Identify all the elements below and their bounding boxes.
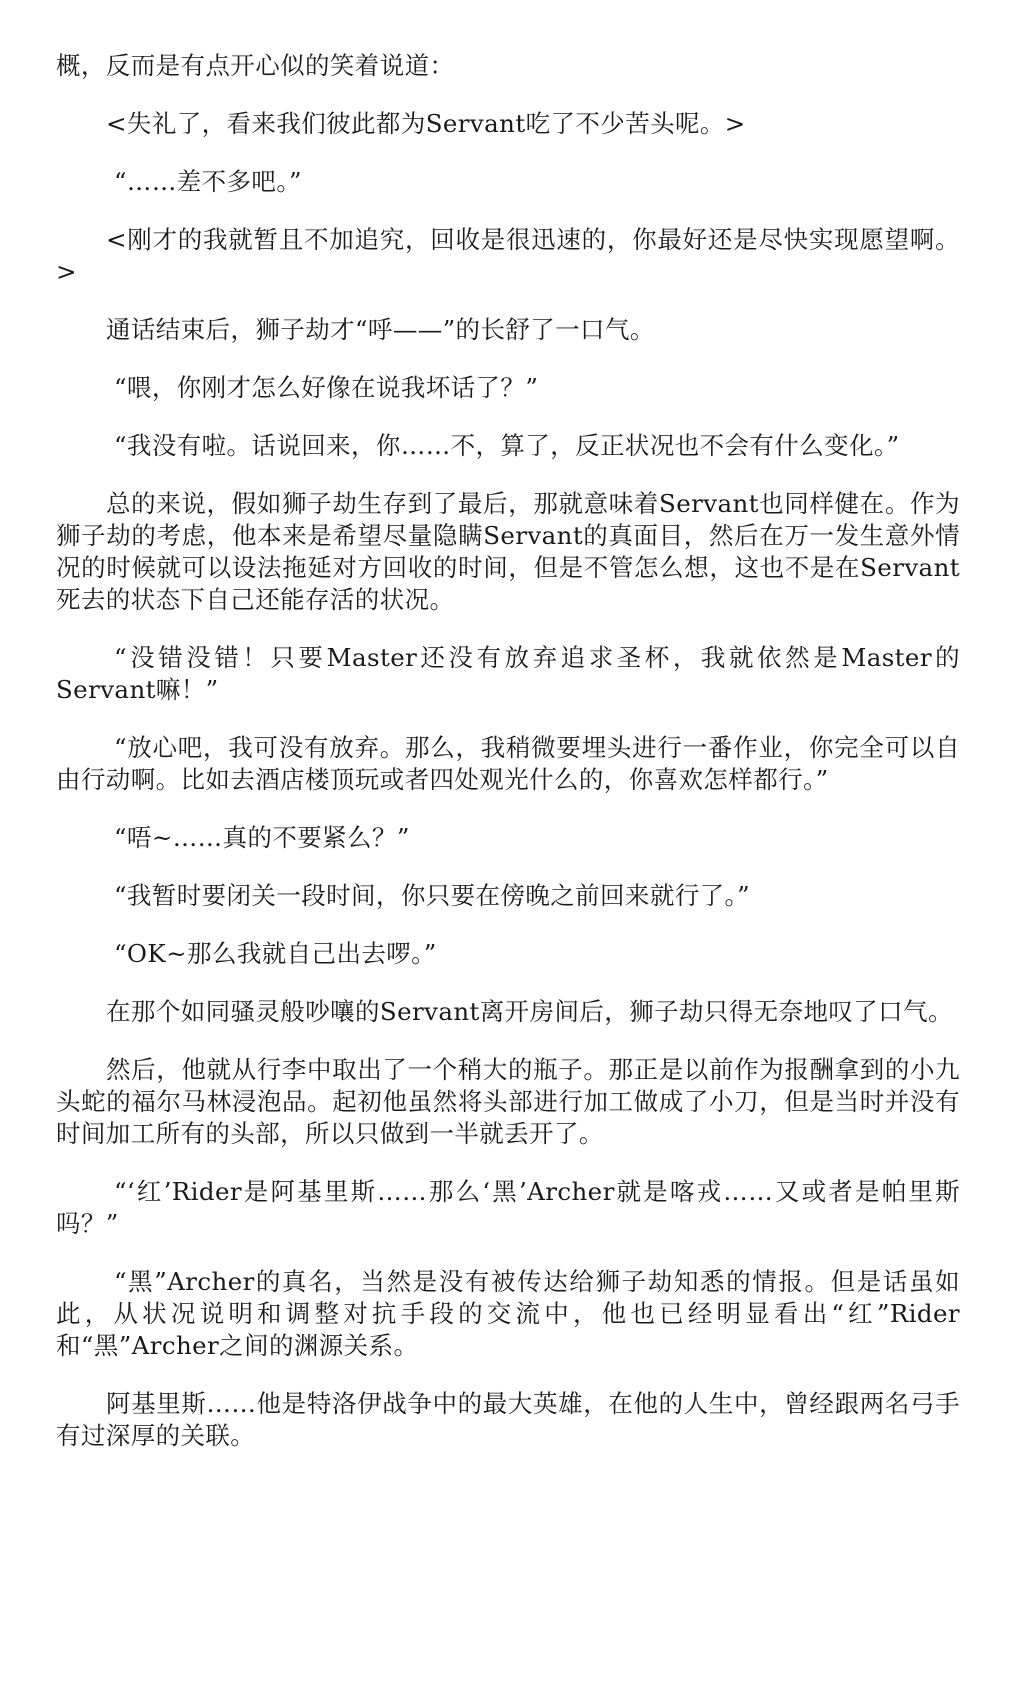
- paragraph: 阿基里斯……他是特洛伊战争中的最大英雄，在他的人生中，曾经跟两名弓手有过深厚的关联。: [56, 1389, 960, 1450]
- paragraph: 概，反而是有点开心似的笑着说道：: [56, 51, 455, 80]
- paragraph: “……差不多吧。”: [114, 167, 302, 196]
- paragraph: “唔~……真的不要紧么？”: [114, 823, 410, 852]
- paragraph: “放心吧，我可没有放弃。那么，我稍微要埋头进行一番作业，你完全可以自由行动啊。比如去酒店楼顶玩或者四处观光什么的，你喜欢怎样都行。”: [56, 733, 960, 794]
- paragraph: “我暂时要闭关一段时间，你只要在傍晚之前回来就行了。”: [114, 881, 751, 910]
- paragraph: “喂，你刚才怎么好像在说我坏话了？”: [114, 373, 539, 402]
- text-column: [56, 50, 960, 1452]
- paragraph: “‘红’Rider是阿基里斯……那么‘黑’Archer就是喀戎……又或者是帕里斯吗？”: [56, 1177, 960, 1238]
- paragraph: 总的来说，假如狮子劫生存到了最后，那就意味着Servant也同样健在。作为狮子劫的考虑，他本来是希望尽量隐瞒Servant的真面目，然后在万一发生意外情况的时候就可以设法拖延对方回收的时间，但是不管怎么想，这也不是在Servant死去的状态下自己还能存活的状况。: [56, 489, 960, 614]
- paragraph: <刚才的我就暂且不加追究，回收是很迅速的，你最好还是尽快实现愿望啊。>: [56, 225, 960, 286]
- paragraph: “黑”Archer的真名，当然是没有被传达给狮子劫知悉的情报。但是话虽如此，从状况说明和调整对抗手段的交流中，他也已经明显看出“红”Rider和“黑”Archer之间的渊源关系。: [56, 1267, 960, 1360]
- paragraph: “没错没错！只要Master还没有放弃追求圣杯，我就依然是Master的Servant嘛！”: [56, 643, 960, 704]
- paragraph: <失礼了，看来我们彼此都为Servant吃了不少苦头呢。>: [106, 109, 746, 138]
- paragraph: 然后，他就从行李中取出了一个稍大的瓶子。那正是以前作为报酬拿到的小九头蛇的福尔马林浸泡品。起初他虽然将头部进行加工做成了小刀，但是当时并没有时间加工所有的头部，所以只做到一半就丢开了。: [56, 1055, 960, 1148]
- paragraph: “OK~那么我就自己出去啰。”: [114, 939, 437, 968]
- paragraph: 在那个如同骚灵般吵嚷的Servant离开房间后，狮子劫只得无奈地叹了口气。: [106, 997, 953, 1026]
- paragraph: 通话结束后，狮子劫才“呼——”的长舒了一口气。: [106, 315, 655, 344]
- paragraph: “我没有啦。话说回来，你……不，算了，反正状况也不会有什么变化。”: [114, 431, 900, 460]
